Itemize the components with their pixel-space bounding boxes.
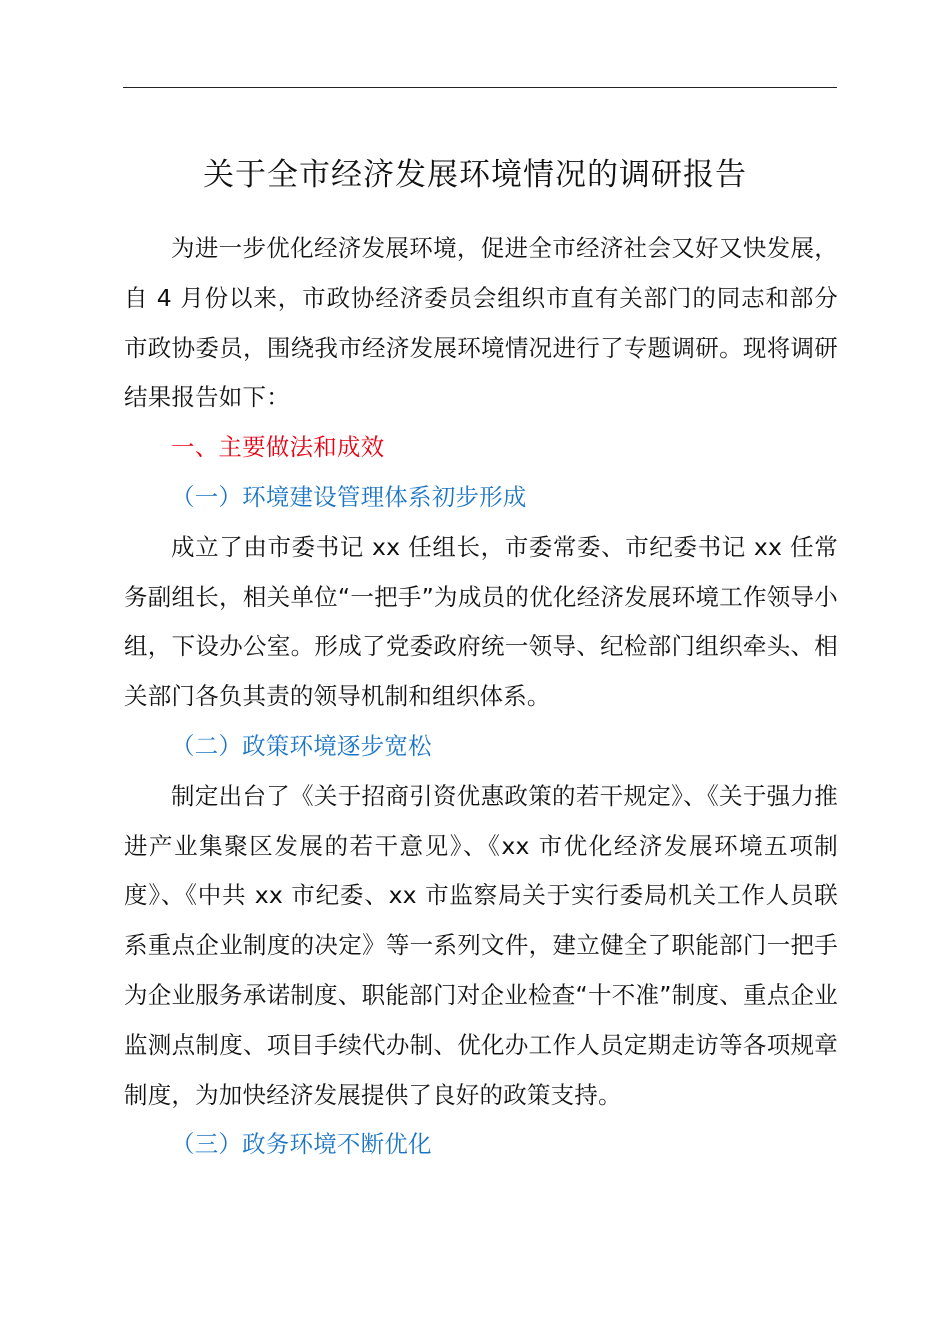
- body-paragraph-1: 成立了由市委书记 xx 任组长，市委常委、市纪委书记 xx 任常务副组长，相关单位“一把手”为成员的优化经济发展环境工作领导小组，下设办公室。形成了党委政府统一领导、纪检部门组织牵头、相关部门各负其责的领导机制和组织体系。: [124, 532, 838, 711]
- body-paragraph-2: 制定出台了《关于招商引资优惠政策的若干规定》、《关于强力推进产业集聚区发展的若干意见》、《xx 市优化经济发展环境五项制度》、《中共 xx 市纪委、xx 市监察局关于实行委局机关工作人员联系重点企业制度的决定》等一系列文件，建立健全了职能部门一把手为企业服务承诺制度、职能部门对企业检查“十不准”制度、重点企业监测点制度、项目手续代办制、优化办工作人员定期走访等各项规章制度，为加快经济发展提供了良好的政策支持。: [124, 781, 838, 1109]
- intro-paragraph: 为进一步优化经济发展环境，促进全市经济社会又好又快发展，自 4 月份以来，市政协经济委员会组织市直有关部门的同志和部分市政协委员，围绕我市经济发展环境情况进行了专题调研。现将调研结果报告如下：: [124, 234, 838, 412]
- subsection-heading-1: （一）环境建设管理体系初步形成: [171, 482, 527, 511]
- header-rule: [123, 87, 837, 88]
- document-title: 关于全市经济发展环境情况的调研报告: [203, 157, 747, 193]
- section-heading-1: 一、主要做法和成效: [171, 433, 385, 462]
- document-body: [124, 224, 838, 1170]
- subsection-heading-3: （三）政务环境不断优化: [171, 1130, 432, 1159]
- subsection-heading-2: （二）政策环境逐步宽松: [171, 731, 432, 760]
